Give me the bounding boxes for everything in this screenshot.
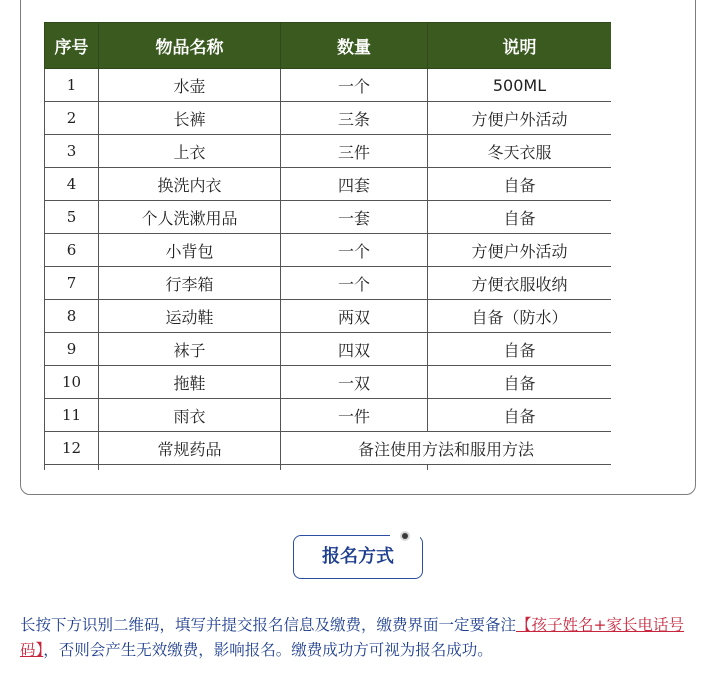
item-note: 自备 — [428, 366, 612, 399]
row-number: 8 — [45, 300, 99, 333]
table-row — [45, 333, 612, 366]
section-title: 报名方式 — [322, 546, 394, 567]
item-name: 常规药品 — [99, 432, 281, 465]
table-row — [45, 69, 612, 102]
item-name: 袜子 — [99, 333, 281, 366]
item-name: 水壶 — [99, 69, 281, 102]
item-name: 行李箱 — [99, 267, 281, 300]
item-note: 自备 — [428, 168, 612, 201]
item-quantity: 一个 — [281, 267, 428, 300]
item-name: 运动鞋 — [99, 300, 281, 333]
signup-instructions — [20, 613, 698, 663]
table-row — [45, 201, 612, 234]
item-note: 方便户外活动 — [428, 102, 612, 135]
column-header-quantity: 数量 — [281, 23, 428, 69]
instructions-text-before: 长按下方识别二维码，填写并提交报名信息及缴费，缴费界面一定要备注 — [20, 616, 517, 634]
column-header-note: 说明 — [428, 23, 612, 69]
table-row — [45, 399, 612, 432]
row-number: 4 — [45, 168, 99, 201]
column-header-number: 序号 — [45, 23, 99, 69]
packing-list-table-wrapper — [44, 22, 611, 470]
item-quantity: 三条 — [281, 102, 428, 135]
row-number: 3 — [45, 135, 99, 168]
row-number: 12 — [45, 432, 99, 465]
decorative-dot-icon — [402, 533, 408, 539]
item-note: 自备 — [428, 333, 612, 366]
table-row — [45, 366, 612, 399]
item-note: 自备 — [428, 201, 612, 234]
row-number: 11 — [45, 399, 99, 432]
signup-section-heading — [293, 535, 425, 583]
item-name: 上衣 — [99, 135, 281, 168]
item-quantity: 四双 — [281, 333, 428, 366]
row-number: 9 — [45, 333, 99, 366]
table-row — [45, 135, 612, 168]
item-note: 方便户外活动 — [428, 234, 612, 267]
item-note: 方便衣服收纳 — [428, 267, 612, 300]
row-number: 6 — [45, 234, 99, 267]
row-number: 5 — [45, 201, 99, 234]
packing-list-table — [44, 22, 611, 470]
item-quantity: 一套 — [281, 201, 428, 234]
row-number: 2 — [45, 102, 99, 135]
row-number: 1 — [45, 69, 99, 102]
table-row — [45, 234, 612, 267]
row-number: 7 — [45, 267, 99, 300]
item-quantity: 四套 — [281, 168, 428, 201]
item-note: 自备 — [428, 399, 612, 432]
table-header-row — [45, 23, 612, 69]
item-note: 500ML — [428, 69, 612, 102]
table-row — [45, 168, 612, 201]
item-quantity: 一个 — [281, 234, 428, 267]
item-name: 换洗内衣 — [99, 168, 281, 201]
row-number: 10 — [45, 366, 99, 399]
instructions-text-after: ，否则会产生无效缴费，影响报名。缴费成功方可视为报名成功。 — [43, 641, 493, 659]
table-row — [45, 102, 612, 135]
table-row — [45, 432, 612, 465]
item-name: 长裤 — [99, 102, 281, 135]
item-quantity: 一件 — [281, 399, 428, 432]
column-header-item-name: 物品名称 — [99, 23, 281, 69]
item-quantity: 两双 — [281, 300, 428, 333]
item-name: 小背包 — [99, 234, 281, 267]
item-merged-note: 备注使用方法和服用方法 — [281, 432, 612, 465]
table-row — [45, 300, 612, 333]
item-quantity: 一个 — [281, 69, 428, 102]
instructions-highlight: 【孩子姓名+家长电话号码】 — [20, 616, 685, 659]
table-row — [45, 267, 612, 300]
item-name: 个人洗漱用品 — [99, 201, 281, 234]
item-note: 自备（防水） — [428, 300, 612, 333]
item-quantity: 三件 — [281, 135, 428, 168]
item-note: 冬天衣服 — [428, 135, 612, 168]
item-name: 雨衣 — [99, 399, 281, 432]
item-name: 拖鞋 — [99, 366, 281, 399]
table-row-partial — [45, 465, 612, 471]
item-quantity: 一双 — [281, 366, 428, 399]
